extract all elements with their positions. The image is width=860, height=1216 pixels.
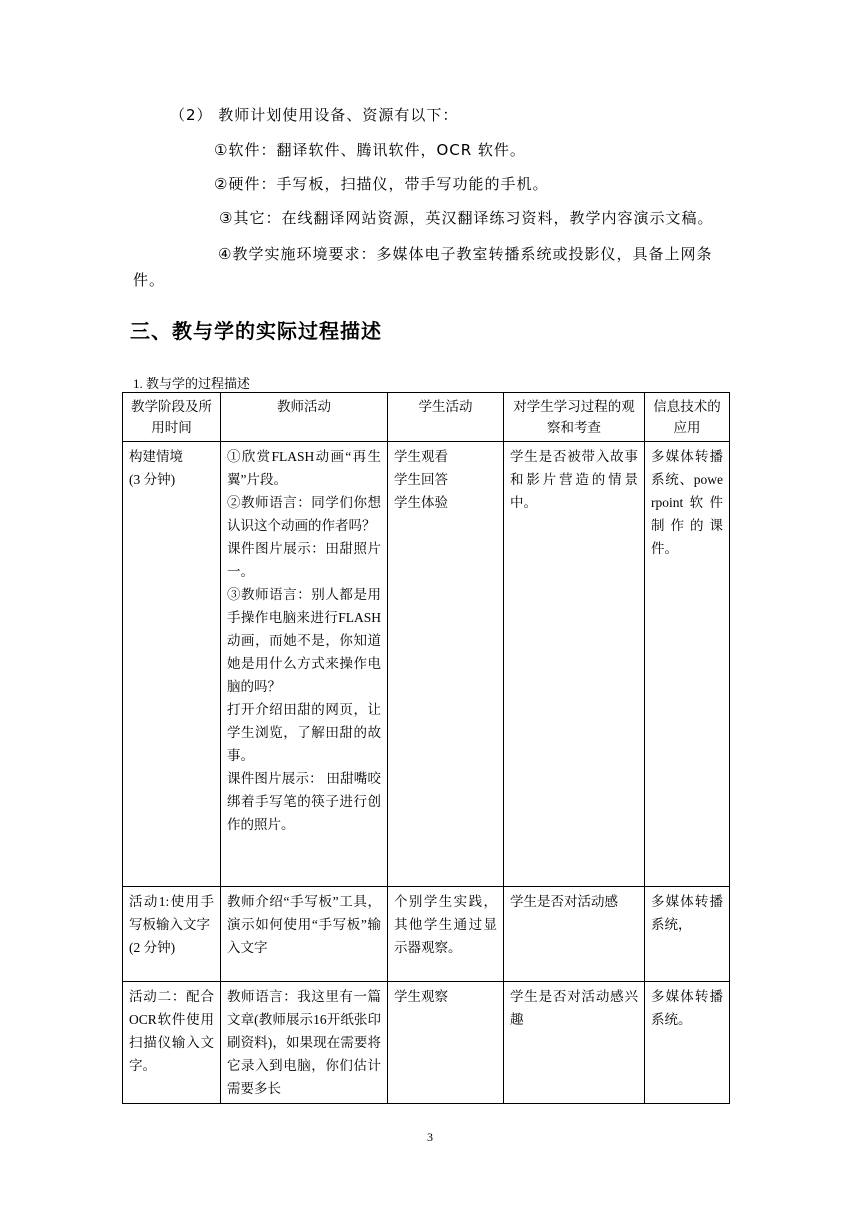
header-observe: 对学生学习过程的观察和考查 <box>504 393 645 442</box>
stage-cell: 活动二：配合OCR软件使用扫描仪输入文字。 <box>123 982 221 1104</box>
header-teacher: 教师活动 <box>221 393 388 442</box>
teacher-cell: ①欣赏FLASH动画“再生翼”片段。 ②教师语言：同学们你想认识这个动画的作者吗？ 课件图片展示：田甜照片一。 ③教师语言：别人都是用手操作电脑来进行FLASH 动画，而她不是，你知道她是用什么方式来操作电脑的吗？ 打开介绍田甜的网页，让学生浏览，了解田甜的故事。 课件图片展示： 田甜嘴咬绑着手写笔的筷子进行创作的照片。 <box>221 442 388 887</box>
student-cell: 学生观察 <box>388 982 504 1104</box>
table-row <box>123 982 730 1104</box>
table-caption: 1. 教与学的过程描述 <box>133 376 251 391</box>
student-cell: 学生观看 学生回答 学生体验 <box>388 442 504 887</box>
table-header-row <box>123 393 730 442</box>
observe-cell: 学生是否被带入故事和影片营造的情景中。 <box>504 442 645 887</box>
header-tech: 信息技术的应用 <box>645 393 730 442</box>
page-number: 3 <box>427 1130 433 1144</box>
observe-cell: 学生是否对活动感兴趣 <box>504 982 645 1104</box>
teacher-cell: 教师语言：我这里有一篇文章(教师展示16开纸张印刷资料)，如果现在需要将它录入到电脑，你们估计需要多长 <box>221 982 388 1104</box>
table-row <box>123 887 730 982</box>
stage-cell: 构建情境 (3 分钟) <box>123 442 221 887</box>
equipment-software: ①软件：翻译软件、腾讯软件，OCR 软件。 <box>214 141 526 159</box>
header-stage: 教学阶段及所用时间 <box>123 393 221 442</box>
tech-cell: 多媒体转播系统， <box>645 887 730 982</box>
process-table <box>122 392 730 1104</box>
equipment-environment: ④教学实施环境要求：多媒体电子教室转播系统或投影仪，具备上网条件。 <box>133 245 713 289</box>
observe-cell: 学生是否对活动感 <box>504 887 645 982</box>
section-heading: 三、教与学的实际过程描述 <box>130 319 382 343</box>
tech-cell: 多媒体转播系统。 <box>645 982 730 1104</box>
table-row <box>123 442 730 887</box>
equipment-hardware: ②硬件：手写板，扫描仪，带手写功能的手机。 <box>214 175 549 193</box>
equipment-other: ③其它：在线翻译网站资源，英汉翻译练习资料，教学内容演示文稿。 <box>219 209 714 227</box>
tech-cell: 多媒体转播系统、powerpoint软件制作的课件。 <box>645 442 730 887</box>
equipment-intro: （2） 教师计划使用设备、资源有以下： <box>170 106 459 124</box>
header-student: 学生活动 <box>388 393 504 442</box>
stage-cell: 活动1:使用手写板输入文字 (2 分钟) <box>123 887 221 982</box>
teacher-cell: 教师介绍“手写板”工具，演示如何使用“手写板”输入文字 <box>221 887 388 982</box>
student-cell: 个别学生实践，其他学生通过显示器观察。 <box>388 887 504 982</box>
